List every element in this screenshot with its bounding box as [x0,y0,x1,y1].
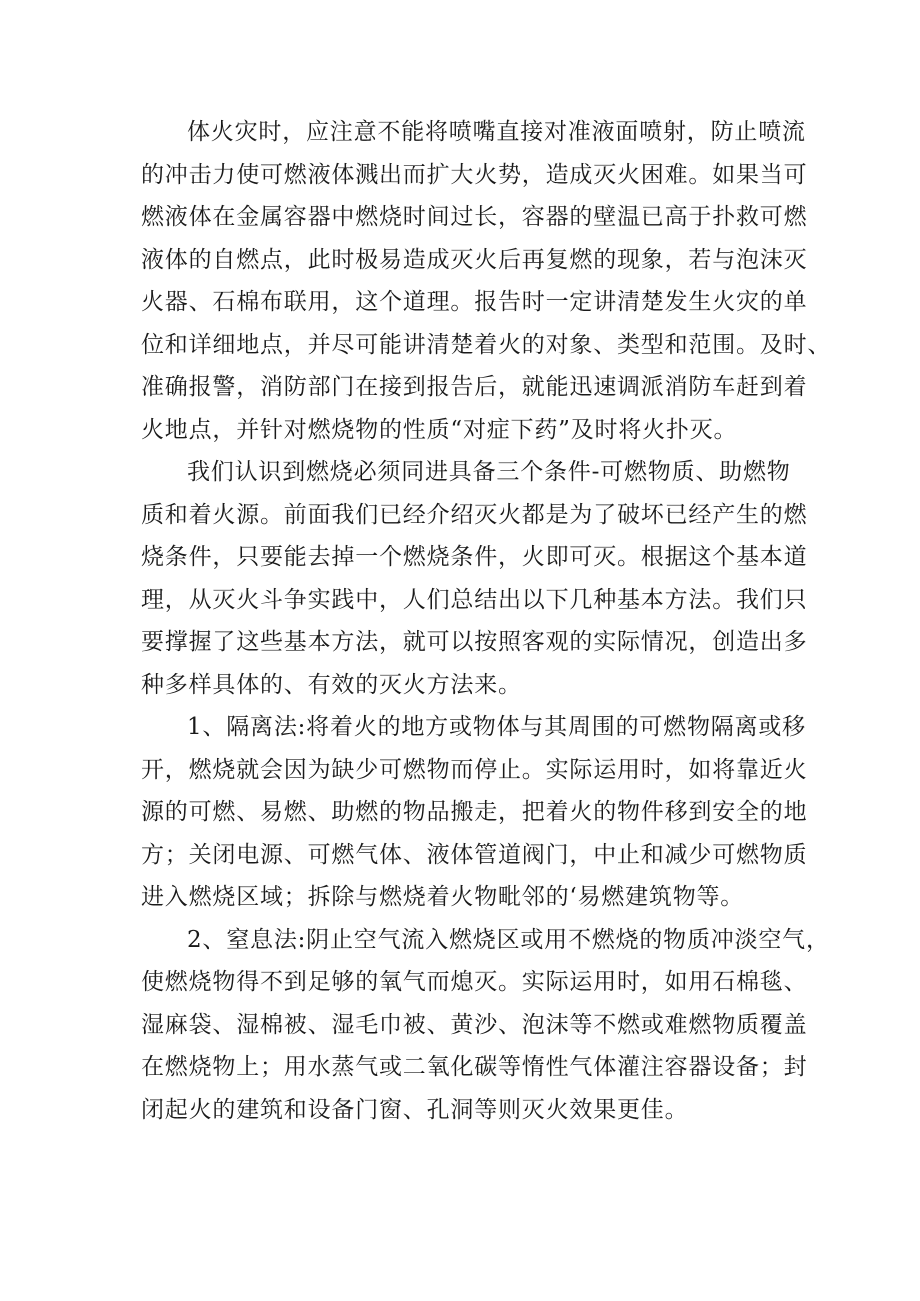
text-line: 质和着火源。前面我们已经介绍灭火都是为了破坏已经产生的燃 [141,501,808,528]
text-line: 火地点，并针对燃烧物的性质“对症下药”及时将火扑灭。 [141,416,738,443]
text-line: 闭起火的建筑和设备门窗、孔洞等则灭火效果更佳。 [141,1096,689,1123]
text-line: 湿麻袋、湿棉被、湿毛巾被、黄沙、泡沫等不燃或难燃物质覆盖 [141,1011,808,1038]
paragraph-isolation-method [141,706,808,919]
paragraph-fire-reporting [141,111,832,451]
text-line: 要撑握了这些基本方法，就可以按照客观的实际情况，创造出多 [141,629,808,655]
text-line: 进入燃烧区域；拆除与燃烧着火物毗邻的‘易燃建筑物等。 [141,884,745,910]
text-line: 使燃烧物得不到足够的氧气而熄灭。实际运用时，如用石棉毯、 [141,969,808,995]
text-line: 开，燃烧就会因为缺少可燃物而停止。实际运用时，如将靠近火 [141,756,808,783]
paragraph-suffocation-method [141,919,830,1132]
text-line: 体火灾时，应注意不能将喷嘴直接对准液面喷射，防止喷流 [187,119,806,145]
text-line: 液体的自燃点，此时极易造成灭火后再复燃的现象，若与泡沫灭 [141,246,808,273]
text-line: 的冲击力使可燃液体溅出而扩大火势，造成灭火困难。如果当可 [141,161,808,188]
text-line: 方；关闭电源、可燃气体、液体管道阀门，中止和减少可燃物质 [141,841,808,868]
text-line: 烧条件，只要能去掉一个燃烧条件，火即可灭。根据这个基本道 [141,544,808,570]
text-line: 位和详细地点，并尽可能讲清楚着火的对象、类型和范围。及时、 [141,331,832,358]
text-line: 燃液体在金属容器中燃烧时间过长，容器的壁温已高于扑救可燃 [141,204,808,230]
text-line: 种多样具体的、有效的灭火方法来。 [141,671,522,698]
text-line: 源的可燃、易燃、助燃的物品搬走，把着火的物件移到安全的地 [141,799,808,825]
paragraph-combustion-conditions [141,451,808,706]
text-line: 火器、石棉布联用，这个道理。报告时一定讲清楚发生火灾的单 [141,289,808,315]
text-line: 在燃烧物上；用水蒸气或二氧化碳等惰性气体灌注容器设备；封 [141,1054,808,1080]
text-line: 理，从灭火斗争实践中，人们总结出以下几种基本方法。我们只 [141,586,808,613]
text-line: 准确报警，消防部门在接到报告后，就能迅速调派消防车赶到着 [141,374,808,400]
text-line: 1、隔离法:将着火的地方或物体与其周围的可燃物隔离或移 [187,714,806,740]
text-line: 2、窒息法:阴止空气流入燃烧区或用不燃烧的物质冲淡空气， [187,926,830,953]
text-line: 我们认识到燃烧必须同进具备三个条件-可燃物质、助燃物 [187,459,791,485]
document-body [141,111,832,1131]
